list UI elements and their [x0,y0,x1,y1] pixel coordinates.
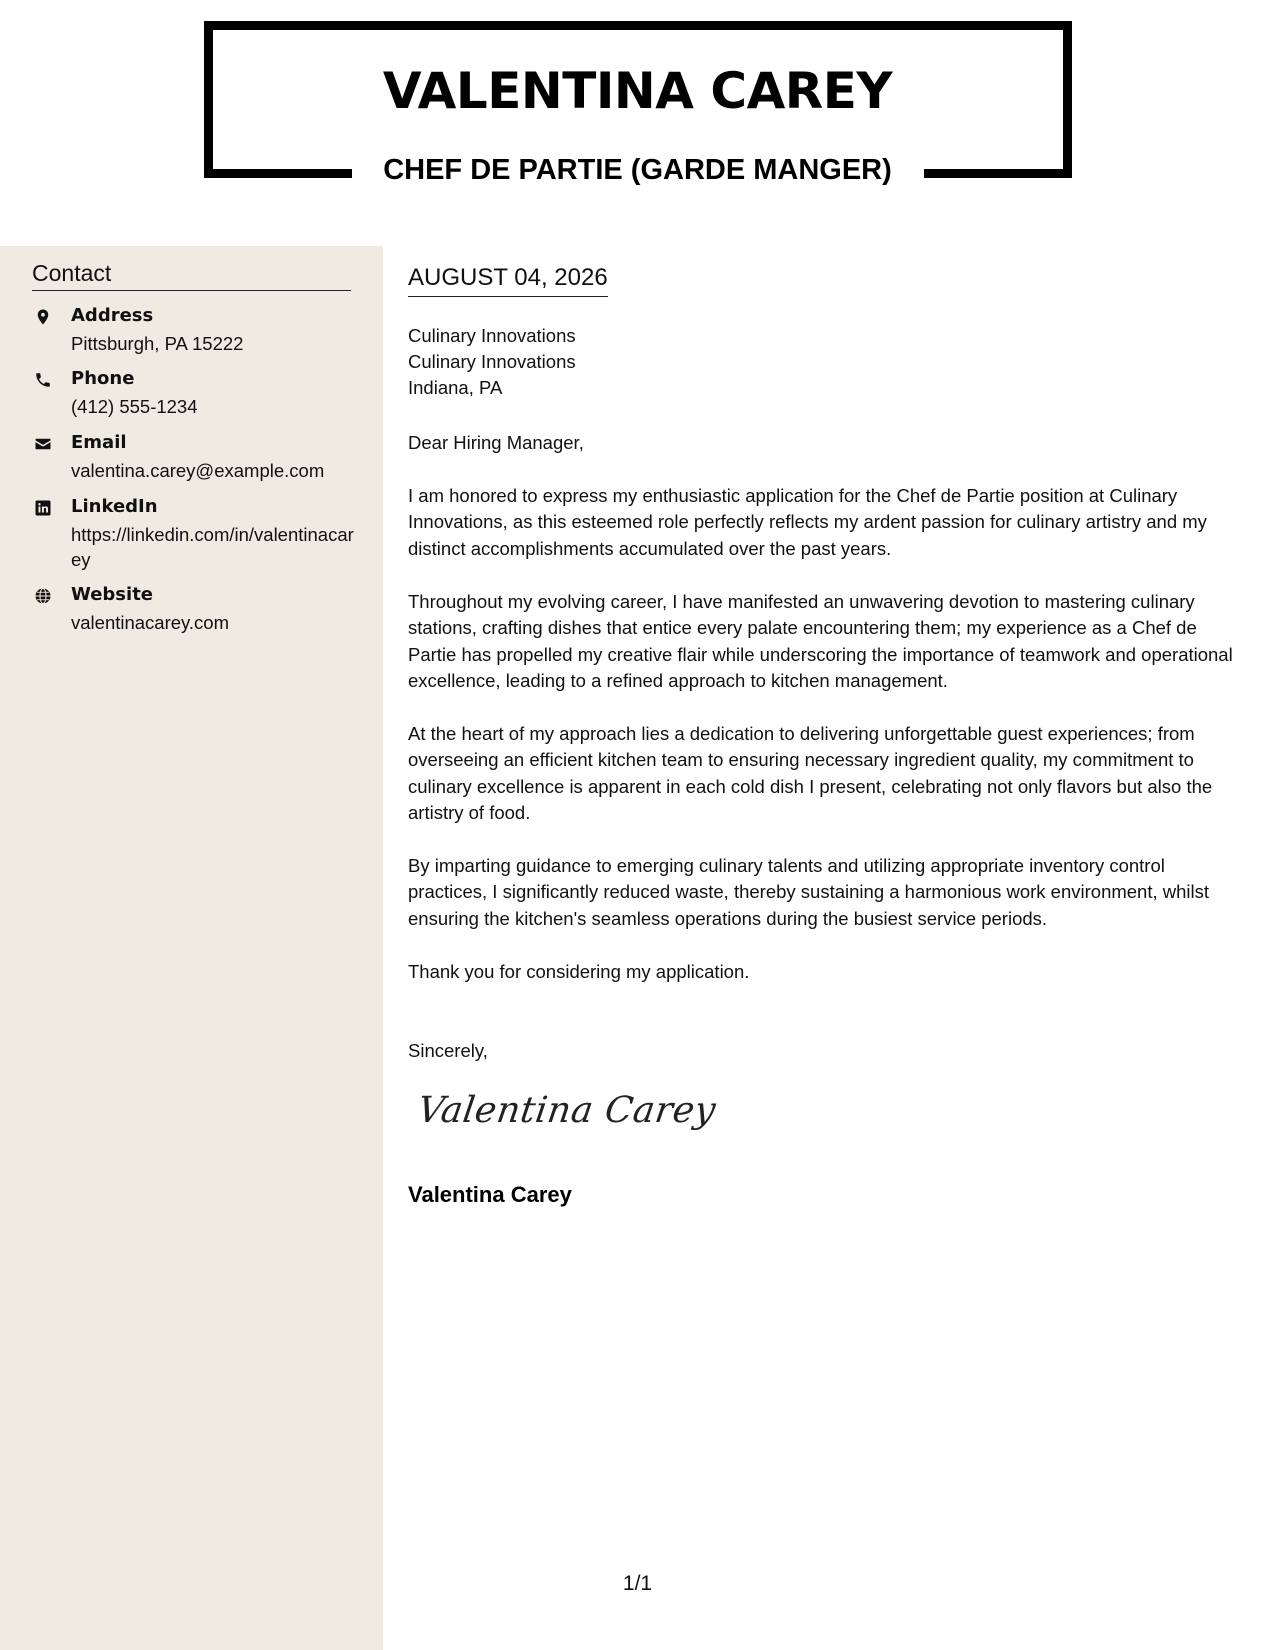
contact-value[interactable]: https://linkedin.com/in/valentinacarey [71,524,354,570]
handwritten-signature: Valentina Carey [415,1090,719,1131]
closing-line: Thank you for considering my application. [408,961,750,982]
recipient-block [408,323,576,401]
recipient-line: Indiana, PA [408,377,503,398]
body-paragraph: Throughout my evolving career, I have manifested an unwavering devotion to mastering culinary stations, crafting dishes that entice every palate encountering them; my experience as a Chef de Partie has propelled my creative flair while underscoring the importance of teamwork and operational excellence, leading to a refined approach to kitchen management. [408,591,1233,691]
salutation: Dear Hiring Manager, [408,432,584,453]
envelope-icon [34,435,52,453]
body-paragraph: By imparting guidance to emerging culinary talents and utilizing appropriate inventory control practices, I significantly reduced waste, thereby sustaining a harmonious work environment, whilst ensuring the kitchen's seamless operations during the busiest service periods. [408,855,1210,929]
contact-value: Pittsburgh, PA 15222 [71,333,244,354]
signer-name: Valentina Carey [408,1182,572,1207]
contact-label: Email [71,432,127,453]
contact-label: Phone [71,368,135,389]
contact-label: Address [71,305,154,326]
contact-heading: Contact [32,260,351,291]
sign-off: Sincerely, [408,1040,488,1061]
location-pin-icon [34,308,52,326]
letter-date: AUGUST 04, 2026 [408,264,608,297]
page-number: 1/1 [622,1572,653,1595]
globe-icon [34,587,52,605]
recipient-line: Culinary Innovations [408,351,576,372]
linkedin-icon [34,499,52,517]
recipient-line: Culinary Innovations [408,325,576,346]
contact-value[interactable]: valentina.carey@example.com [71,460,325,481]
applicant-name: VALENTINA CAREY [382,62,893,120]
sidebar [0,246,383,1650]
body-paragraph: At the heart of my approach lies a dedication to delivering unforgettable guest experiences; from overseeing an efficient kitchen team to ensuring necessary ingredient quality, my commitment to culinary excellence is apparent in each cold dish I present, celebrating not only flavors but also the artistry of food. [408,723,1213,823]
phone-icon [34,371,52,389]
contact-label: LinkedIn [71,496,158,517]
job-title: CHEF DE PARTIE (GARDE MANGER) [383,154,892,186]
contact-label: Website [71,584,154,605]
contact-value[interactable]: valentinacarey.com [71,612,230,633]
body-paragraph: I am honored to express my enthusiastic application for the Chef de Partie position at Culinary Innovations, as this esteemed role perfectly reflects my ardent passion for culinary artistry and my distinct accomplishments accumulated over the past years. [408,485,1207,559]
contact-value: (412) 555-1234 [71,396,198,417]
